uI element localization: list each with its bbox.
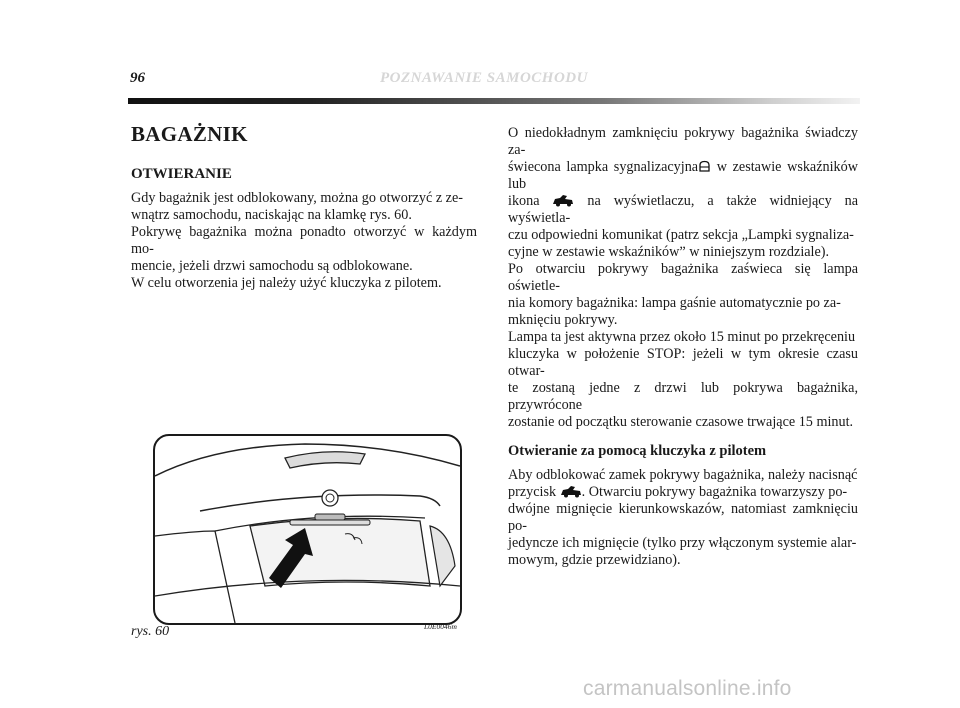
page-number: 96 xyxy=(130,70,145,86)
watermark: carmanualsonline.info xyxy=(583,677,792,700)
car-boot-open-icon xyxy=(552,194,574,207)
text-line: wnątrz samochodu, naciskając na klamkę rys. 60. xyxy=(131,207,412,223)
header-rule xyxy=(128,98,860,104)
text-line: Lampa ta jest aktywna przez około 15 minut po przekręceniu xyxy=(508,329,856,345)
text-line: O niedokładnym zamknięciu pokrywy bagażnika świadczy za- xyxy=(508,125,858,158)
text-fragment: świecona lampka sygnalizacyjna xyxy=(508,159,699,175)
text-line: Aby odblokować zamek pokrywy bagażnika, należy nacisnąć xyxy=(508,467,858,483)
text-line: jedyncze ich mignięcie (tylko przy włączonym systemie alar- xyxy=(508,535,857,551)
text-line: mencie, jeżeli drzwi samochodu są odblokowane. xyxy=(131,258,413,274)
section-subtitle: OTWIERANIE xyxy=(131,166,232,182)
text-line: zostanie od początku sterowanie czasowe trwające 15 minut. xyxy=(508,414,854,430)
info-paragraph xyxy=(508,125,858,431)
rear-light-right xyxy=(430,526,455,586)
right-column xyxy=(508,125,858,569)
figure-caption: rys. 60 xyxy=(131,624,170,639)
running-title: POZNAWANIE SAMOCHODU xyxy=(380,70,588,86)
trunk-handle xyxy=(315,514,345,520)
text-line: czu odpowiedni komunikat (patrz sekcja „Lampki sygnaliza- xyxy=(508,227,854,243)
text-line: te zostaną jedne z drzwi lub pokrywa bagażnika, przywrócone xyxy=(508,380,858,413)
text-line: nia komory bagażnika: lampa gaśnie automatycznie po za- xyxy=(508,295,841,311)
text-fragment: ikona xyxy=(508,193,553,209)
subheading: Otwieranie za pomocą kluczyka z pilotem xyxy=(508,443,767,459)
left-column xyxy=(131,120,477,292)
text-line: W celu otworzenia jej należy użyć kluczyka z pilotem. xyxy=(131,275,442,291)
spoiler xyxy=(285,452,365,468)
text-line: Pokrywę bagażnika można ponadto otworzyć w każdym mo- xyxy=(131,224,477,257)
section-title: BAGAŻNIK xyxy=(131,122,248,146)
text-fragment: na wyświetlaczu, a także widniejący na wyświetla- xyxy=(508,193,858,226)
text-line: mknięciu pokrywy. xyxy=(508,312,618,328)
text-line xyxy=(508,193,858,227)
text-line: Po otwarciu pokrywy bagażnika zaświeca się lampa oświetle- xyxy=(508,261,858,294)
figure-trunk-handle xyxy=(153,434,462,625)
side-panel xyxy=(155,531,235,623)
text-fragment: w zestawie wskaźników lub xyxy=(508,159,858,192)
trunk-lid-edge xyxy=(200,495,440,511)
text-line: kluczyka w położenie STOP: jeżeli w tym okresie czasu otwar- xyxy=(508,346,858,379)
remote-key-paragraph xyxy=(508,467,858,569)
trunk-illustration xyxy=(155,436,460,623)
text-line: Gdy bagażnik jest odblokowany, można go otworzyć z ze- xyxy=(131,190,463,206)
boot-release-button-icon xyxy=(560,485,582,498)
text-line: dwójne mignięcie kierunkowskazów, natomiast zamknięciu po- xyxy=(508,501,858,534)
text-line: cyjne w zestawie wskaźników” w niniejszym rozdziale). xyxy=(508,244,830,260)
text-line xyxy=(508,159,858,193)
opening-paragraph xyxy=(131,190,477,292)
brand-badge xyxy=(322,490,338,506)
text-line xyxy=(508,484,858,501)
boot-open-warning-icon xyxy=(698,160,711,173)
text-fragment: . Otwarciu pokrywy bagażnika towarzyszy po- xyxy=(581,484,848,500)
text-fragment: przycisk xyxy=(508,484,560,500)
text-line: mowym, gdzie przewidziano). xyxy=(508,552,681,568)
figure-code: L0E0046m xyxy=(424,622,457,631)
